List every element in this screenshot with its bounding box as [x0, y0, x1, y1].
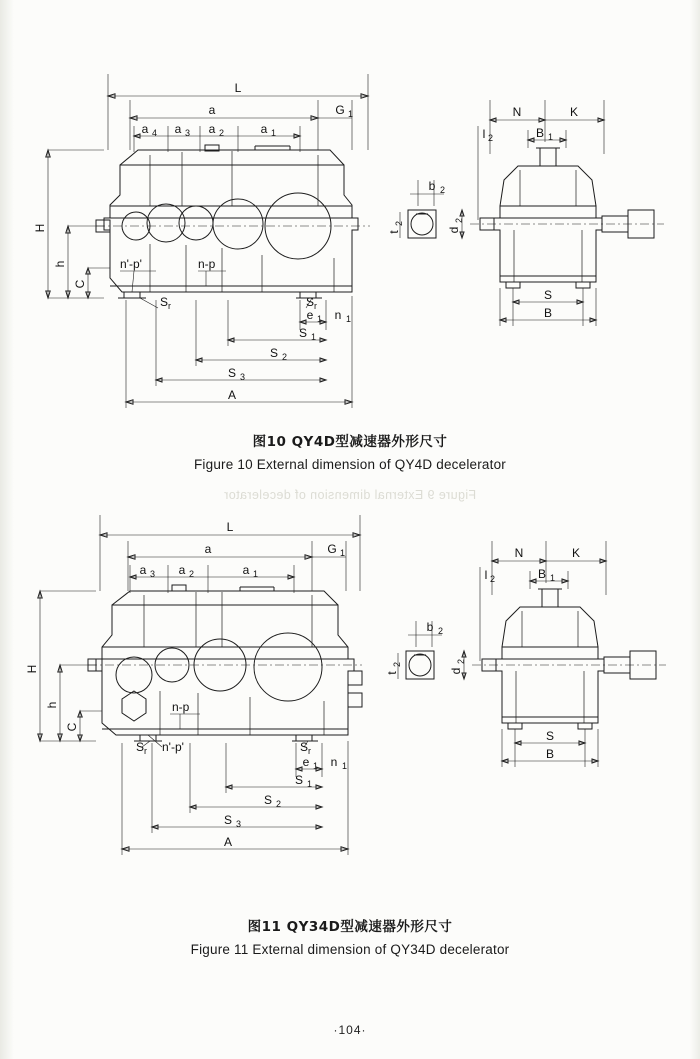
label-n-p: n-p: [198, 257, 216, 271]
label-t2-2-sub: 2: [392, 661, 402, 667]
label-b2-2-sub: 2: [438, 626, 444, 636]
label-n1: n: [334, 308, 342, 322]
label-t2-sub: 2: [394, 220, 404, 226]
figure-10-caption-en: Figure 10 External dimension of QY4D decelerator: [193, 457, 506, 472]
label-a4-sub: 4: [152, 128, 158, 138]
label-a3-2-sub: 3: [150, 569, 156, 579]
label-S2: S: [269, 346, 279, 360]
label-h: h: [53, 260, 67, 268]
label-S: S: [543, 288, 553, 302]
label-B-2: B: [545, 747, 555, 761]
label-a1: a: [260, 122, 268, 136]
label-b2-sub: 2: [440, 185, 446, 195]
label-b2: b: [428, 179, 436, 193]
label-L: L: [234, 81, 242, 95]
label-l2-2: l: [484, 568, 488, 582]
label-S1: S: [298, 326, 308, 340]
label-B1-2-sub: 1: [550, 573, 556, 583]
label-n-p-2: n-p: [172, 700, 190, 714]
label-d2-sub: 2: [454, 217, 464, 223]
label-e1-2-sub: 1: [313, 761, 319, 771]
label-a: a: [208, 103, 216, 117]
label-Sr-right-2-sub: r: [308, 746, 311, 756]
label-H: H: [33, 223, 47, 233]
label-t2-2: t: [385, 671, 399, 675]
page-number: ·104·: [333, 1023, 367, 1037]
label-Sr-right-sub: r: [314, 301, 317, 311]
bleed-through-text: Figure 9 External dimension of decelerator: [223, 488, 477, 502]
figure-10-drawing: [0, 30, 700, 450]
label-S3-2-sub: 3: [236, 819, 242, 829]
label-h-2: h: [45, 701, 59, 709]
label-a2-2: a: [178, 563, 186, 577]
label-e1-sub: 1: [317, 314, 323, 324]
label-N-2: N: [514, 546, 524, 560]
label-B1: B: [535, 126, 545, 140]
label-G1-2: G: [327, 542, 337, 556]
label-S-2: S: [545, 729, 555, 743]
label-a1-2-sub: 1: [253, 569, 259, 579]
label-G1-sub: 1: [348, 109, 354, 119]
label-S3: S: [227, 366, 237, 380]
label-a1-sub: 1: [271, 128, 277, 138]
label-Sr-left: S: [160, 295, 169, 309]
label-l2-sub: 2: [488, 133, 494, 143]
label-d2-2-sub: 2: [456, 658, 466, 664]
label-N: N: [512, 105, 522, 119]
label-t2: t: [387, 230, 401, 234]
label-l2: l: [482, 127, 486, 141]
label-n-p-prime: n'-p': [120, 257, 142, 271]
label-e1-2: e: [302, 755, 310, 769]
label-K-2: K: [571, 546, 581, 560]
label-S1-2: S: [294, 773, 304, 787]
label-a3: a: [174, 122, 182, 136]
label-S3-2: S: [223, 813, 233, 827]
figure-10-caption: [0, 430, 700, 472]
label-K: K: [569, 105, 579, 119]
label-a3-2: a: [139, 563, 147, 577]
figure-11-drawing: [0, 495, 700, 915]
label-B1-2: B: [537, 567, 547, 581]
label-n1-sub: 1: [346, 314, 352, 324]
label-S2-sub: 2: [282, 352, 288, 362]
label-d2: d: [447, 226, 461, 234]
label-B: B: [543, 306, 553, 320]
label-n1-2: n: [330, 755, 338, 769]
label-H-2: H: [25, 664, 39, 674]
label-S1-2-sub: 1: [307, 779, 313, 789]
label-e1: e: [306, 308, 314, 322]
label-a2: a: [208, 122, 216, 136]
label-n1-2-sub: 1: [342, 761, 348, 771]
label-S3-sub: 3: [240, 372, 246, 382]
label-n-p-prime-2: n'-p': [162, 740, 184, 754]
label-a-2: a: [204, 542, 212, 556]
label-Sr-right-2: S: [300, 740, 309, 754]
label-l2-2-sub: 2: [490, 574, 496, 584]
label-a2-sub: 2: [219, 128, 225, 138]
label-a4: a: [141, 122, 149, 136]
label-A: A: [227, 388, 237, 402]
label-G1-2-sub: 1: [340, 548, 346, 558]
label-a2-2-sub: 2: [189, 569, 195, 579]
label-C: C: [73, 279, 87, 289]
figure-11-caption: [0, 915, 700, 957]
figure-10-caption-cn: 图10 QY4D型减速器外形尺寸: [252, 434, 448, 450]
label-S1-sub: 1: [311, 332, 317, 342]
label-A-2: A: [223, 835, 233, 849]
label-Sr-left-2: S: [136, 740, 145, 754]
label-C-2: C: [65, 722, 79, 732]
figure-11-caption-cn: 图11 QY34D型减速器外形尺寸: [247, 919, 453, 935]
figure-11-caption-en: Figure 11 External dimension of QY34D decelerator: [190, 942, 510, 957]
label-a3-sub: 3: [185, 128, 191, 138]
label-Sr-right: S: [306, 295, 315, 309]
label-d2-2: d: [449, 667, 463, 675]
label-Sr-left-sub: r: [168, 301, 171, 311]
label-S2-2: S: [263, 793, 273, 807]
label-B1-sub: 1: [548, 132, 554, 142]
label-b2-2: b: [426, 620, 434, 634]
label-S2-2-sub: 2: [276, 799, 282, 809]
label-L-2: L: [226, 520, 234, 534]
label-Sr-left-2-sub: r: [144, 746, 147, 756]
label-a1-2: a: [242, 563, 250, 577]
label-G1: G: [335, 103, 345, 117]
